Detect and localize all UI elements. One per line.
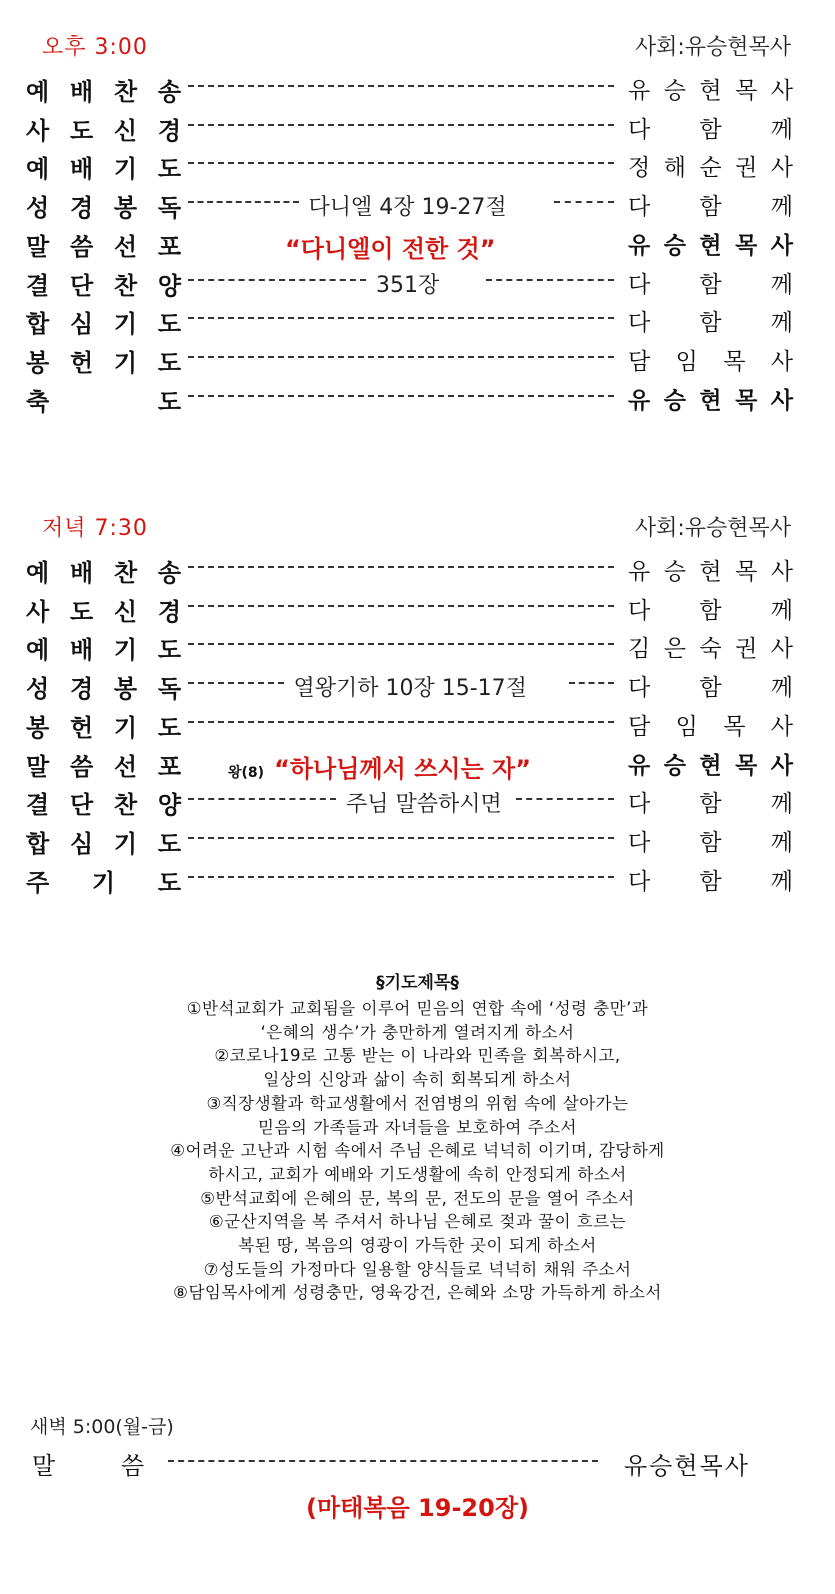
label-char: 예 — [26, 559, 50, 587]
leader-char: 사 — [770, 713, 793, 740]
order-row — [0, 669, 835, 707]
leader-char: 유 — [628, 559, 651, 585]
leader-char: 승 — [663, 78, 686, 104]
leader-char: 숙 — [699, 636, 722, 663]
leader-char: 승 — [663, 752, 686, 779]
dashed-leader-line — [188, 721, 614, 723]
leader-char: 다 — [628, 116, 651, 143]
leader-char: 목 — [735, 232, 758, 259]
order-row — [0, 266, 835, 304]
prayer-topic-line: ⑤반석교회에 은혜의 문, 복의 문, 전도의 문을 열어 주소서 — [200, 1188, 635, 1208]
dashed-leader-line — [188, 395, 614, 397]
leader-char: 함 — [699, 791, 722, 818]
prayer-topic-line: 복된 땅, 복음의 영광이 가득한 곳이 되게 하소서 — [238, 1236, 597, 1256]
label-char: 포 — [157, 232, 181, 261]
order-row — [0, 785, 835, 823]
label-char: 주 — [26, 868, 50, 897]
label-char: 심 — [69, 310, 94, 339]
order-item-leader — [628, 188, 793, 221]
label-char: 예 — [26, 155, 50, 184]
label-char: 결 — [26, 791, 50, 820]
label-char: 봉 — [26, 348, 50, 377]
dashed-leader-line — [188, 356, 614, 358]
leader-char: 께 — [770, 868, 793, 895]
leader-char: 사 — [770, 636, 793, 663]
label-char: 배 — [69, 636, 94, 665]
leader-char: 다 — [628, 310, 651, 337]
prayer-topics — [0, 968, 835, 1305]
sermon-title-text: “하나님께서 쓰시는 자” — [274, 754, 531, 783]
dashed-leader-line — [188, 798, 336, 800]
order-item-detail: 열왕기하 10장 15-17절 — [293, 676, 527, 702]
dashed-leader-line — [168, 1460, 598, 1462]
afternoon-time: 오후 3:00 — [42, 35, 148, 60]
leader-char: 함 — [699, 868, 722, 895]
leader-char: 사 — [770, 155, 793, 182]
label-char: 씀 — [69, 752, 94, 781]
label-char: 선 — [113, 232, 138, 261]
leader-char: 께 — [770, 271, 793, 298]
label-char: 양 — [157, 791, 181, 820]
prayer-topic-line: ④어려운 고난과 시험 속에서 주님 은혜로 넉넉히 이기며, 감당하게 — [170, 1141, 665, 1161]
leader-char: 목 — [735, 559, 758, 585]
label-char: 도 — [69, 597, 94, 626]
leader-char: 유 — [628, 78, 651, 104]
order-item-leader — [628, 111, 793, 144]
order-row — [0, 188, 835, 226]
label-char: 배 — [69, 78, 94, 106]
leader-char: 담 — [628, 348, 651, 375]
label-char: 말 — [26, 752, 50, 781]
label-char: 독 — [157, 675, 181, 704]
order-row — [0, 824, 835, 862]
leader-char: 목 — [723, 713, 746, 740]
leader-char: 은 — [663, 636, 686, 663]
label-char: 독 — [157, 194, 181, 223]
evening-header — [0, 511, 835, 545]
order-row — [0, 149, 835, 187]
order-item-leader — [628, 785, 793, 818]
leader-char: 정 — [628, 155, 651, 182]
leader-char: 현 — [699, 232, 722, 259]
order-item-label — [26, 188, 181, 223]
leader-char: 사 — [770, 232, 793, 259]
leader-char: 다 — [628, 194, 651, 221]
prayer-topics-title: §기도제목§ — [376, 973, 459, 993]
order-item-leader — [628, 669, 793, 702]
prayer-topic-line: ‘은혜의 생수’가 충만하게 열려지게 하소서 — [260, 1022, 575, 1042]
leader-char: 유 — [628, 387, 651, 414]
leader-char: 목 — [723, 348, 746, 375]
order-item-label — [26, 630, 181, 665]
leader-char: 승 — [663, 387, 686, 414]
order-row — [0, 382, 835, 420]
evening-time: 저녁 7:30 — [42, 516, 148, 541]
order-item-label — [26, 382, 181, 417]
leader-char: 다 — [628, 868, 651, 895]
label-char: 경 — [157, 116, 181, 145]
leader-char: 사 — [770, 752, 793, 779]
leader-char: 함 — [699, 116, 722, 143]
afternoon-leader: 사회:유승현목사 — [634, 35, 791, 60]
dawn-order-row — [0, 1446, 835, 1486]
order-item-label — [26, 343, 181, 378]
dawn-label — [32, 1446, 144, 1481]
order-item-label — [26, 111, 181, 146]
label-char: 예 — [26, 636, 50, 665]
leader-char: 임 — [675, 348, 698, 375]
order-item-label — [26, 824, 181, 859]
order-item-leader — [628, 747, 793, 780]
label-char: 축 — [26, 387, 50, 416]
sermon-title — [285, 229, 496, 264]
label-char: 기 — [113, 310, 138, 339]
leader-char: 께 — [770, 829, 793, 856]
label-char: 말 — [26, 232, 50, 261]
label-char: 찬 — [113, 271, 138, 300]
dashed-leader-line — [554, 201, 615, 203]
prayer-topic-line: ⑥군산지역을 복 주셔서 하나님 은혜로 젖과 꿀이 흐르는 — [208, 1212, 627, 1232]
label-char: 송 — [157, 559, 181, 587]
label-char: 경 — [157, 597, 181, 626]
prayer-topic-line: 일상의 신앙과 삶이 속히 회복되게 하소서 — [263, 1070, 572, 1090]
dawn-scripture-reference: (마태복음 19-20장) — [306, 1494, 529, 1522]
label-char: 양 — [157, 271, 181, 300]
leader-char: 께 — [770, 675, 793, 702]
leader-char: 사 — [770, 78, 793, 104]
label-char: 도 — [157, 713, 181, 742]
dawn-time: 새벽 5:00(월-금) — [30, 1416, 174, 1438]
prayer-topic-line: 믿음의 가족들과 자녀들을 보호하여 주소서 — [258, 1117, 577, 1137]
dashed-leader-line — [188, 566, 614, 568]
leader-char: 현 — [699, 387, 722, 414]
order-item-label — [26, 785, 181, 820]
prayer-topics-list — [0, 997, 835, 1305]
label-char: 기 — [113, 348, 138, 377]
order-item-leader — [628, 304, 793, 337]
dawn-label-char: 씀 — [120, 1452, 144, 1480]
leader-char: 승 — [663, 559, 686, 585]
dashed-leader-line — [188, 643, 614, 645]
label-char: 결 — [26, 271, 50, 300]
leader-char: 함 — [699, 597, 722, 624]
leader-char: 함 — [699, 675, 722, 702]
evening-leader: 사회:유승현목사 — [634, 516, 791, 541]
dashed-leader-line — [188, 85, 614, 87]
prayer-topic-line: ②코로나19로 고통 받는 이 나라와 민족을 회복하시고, — [214, 1046, 621, 1066]
leader-char: 함 — [699, 194, 722, 221]
leader-char: 사 — [770, 559, 793, 585]
order-item-leader — [628, 266, 793, 299]
label-char: 단 — [69, 271, 94, 300]
order-item-leader — [628, 863, 793, 896]
dashed-leader-line — [188, 279, 366, 281]
leader-char: 께 — [770, 791, 793, 818]
dashed-leader-line — [486, 279, 614, 281]
order-item-label — [26, 266, 181, 301]
leader-char: 함 — [699, 271, 722, 298]
label-char: 포 — [157, 752, 181, 781]
leader-char: 사 — [770, 387, 793, 414]
label-char: 도 — [157, 636, 181, 665]
label-char: 사 — [26, 597, 50, 626]
label-char: 배 — [69, 155, 94, 184]
label-char: 기 — [113, 713, 138, 742]
order-item-label — [26, 227, 181, 262]
order-item-leader — [628, 630, 793, 663]
sermon-title-text: “다니엘이 전한 것” — [285, 234, 496, 263]
leader-char: 목 — [735, 387, 758, 414]
label-char: 사 — [26, 116, 50, 145]
order-row — [0, 111, 835, 149]
order-item-leader — [628, 592, 793, 625]
label-char: 헌 — [69, 348, 94, 377]
leader-char: 다 — [628, 597, 651, 624]
order-row — [0, 553, 835, 591]
leader-char: 목 — [735, 752, 758, 779]
label-char: 도 — [69, 116, 94, 145]
leader-char: 권 — [735, 636, 758, 663]
order-item-label — [26, 304, 181, 339]
leader-char: 해 — [663, 155, 686, 182]
label-char: 봉 — [113, 675, 138, 704]
label-char: 찬 — [113, 559, 138, 587]
label-char: 도 — [157, 829, 181, 858]
leader-char: 다 — [628, 675, 651, 702]
prayer-topic-line: ①반석교회가 교회됨을 이루어 믿음의 연합 속에 ‘성령 충만’과 — [186, 999, 649, 1018]
sermon-series-number: 왕(8) — [228, 764, 265, 781]
order-item-label — [26, 553, 181, 588]
order-row — [0, 747, 835, 785]
leader-char: 담 — [628, 713, 651, 740]
dashed-leader-line — [516, 798, 614, 800]
dawn-preacher: 유승현목사 — [624, 1452, 750, 1480]
label-char: 찬 — [113, 78, 138, 106]
dashed-leader-line — [569, 682, 615, 684]
label-char: 기 — [113, 829, 138, 858]
leader-char: 현 — [699, 78, 722, 104]
leader-char: 유 — [628, 752, 651, 779]
leader-char: 함 — [699, 829, 722, 856]
prayer-topic-line: ⑦성도들의 가정마다 일용할 양식들로 넉넉히 채워 주소서 — [203, 1259, 632, 1279]
leader-char: 권 — [735, 155, 758, 182]
leader-char: 께 — [770, 597, 793, 624]
label-char: 예 — [26, 78, 50, 106]
label-char: 도 — [157, 387, 181, 416]
label-char: 합 — [26, 829, 50, 858]
order-row — [0, 592, 835, 630]
dawn-label-char: 말 — [32, 1452, 56, 1480]
leader-char: 유 — [628, 232, 651, 259]
sermon-title — [228, 749, 531, 784]
order-item-label — [26, 149, 181, 184]
label-char: 경 — [69, 675, 94, 704]
label-char: 배 — [69, 559, 94, 587]
leader-char: 현 — [699, 559, 722, 585]
dashed-leader-line — [188, 124, 614, 126]
order-item-leader — [628, 382, 793, 415]
order-item-leader — [628, 72, 793, 105]
order-item-leader — [628, 149, 793, 182]
label-char: 기 — [113, 155, 138, 184]
order-item-leader — [628, 553, 793, 586]
order-item-label — [26, 669, 181, 704]
label-char: 심 — [69, 829, 94, 858]
leader-char: 다 — [628, 271, 651, 298]
prayer-topic-line: ③직장생활과 학교생활에서 전염병의 위험 속에 살아가는 — [206, 1093, 629, 1113]
prayer-topic-line: ⑧담임목사에게 성령충만, 영육강건, 은혜와 소망 가득하게 하소서 — [173, 1283, 662, 1303]
label-char: 기 — [113, 636, 138, 665]
label-char: 봉 — [113, 194, 138, 223]
label-char: 기 — [91, 868, 116, 897]
label-char: 봉 — [26, 713, 50, 742]
leader-char: 현 — [699, 752, 722, 779]
leader-char: 사 — [770, 348, 793, 375]
label-char: 성 — [26, 194, 50, 223]
label-char: 단 — [69, 791, 94, 820]
dashed-leader-line — [188, 605, 614, 607]
label-char: 송 — [157, 78, 181, 106]
dashed-leader-line — [188, 201, 299, 203]
order-item-detail: 다니엘 4장 19-27절 — [308, 195, 507, 221]
leader-char: 임 — [675, 713, 698, 740]
order-item-leader — [628, 227, 793, 260]
dashed-leader-line — [188, 162, 614, 164]
leader-char: 다 — [628, 829, 651, 856]
order-row — [0, 708, 835, 746]
leader-char: 께 — [770, 310, 793, 337]
leader-char: 승 — [663, 232, 686, 259]
label-char: 선 — [113, 752, 138, 781]
leader-char: 함 — [699, 310, 722, 337]
order-item-label — [26, 747, 181, 782]
dashed-leader-line — [188, 317, 614, 319]
label-char: 신 — [113, 116, 138, 145]
leader-char: 께 — [770, 116, 793, 143]
label-char: 성 — [26, 675, 50, 704]
leader-char: 김 — [628, 636, 651, 663]
order-item-label — [26, 592, 181, 627]
label-char: 도 — [157, 348, 181, 377]
order-item-detail: 351장 — [376, 272, 440, 298]
label-char: 경 — [69, 194, 94, 223]
order-row — [0, 630, 835, 668]
label-char: 도 — [157, 155, 181, 184]
label-char: 찬 — [113, 791, 138, 820]
leader-char: 순 — [699, 155, 722, 182]
label-char: 도 — [157, 310, 181, 339]
order-row — [0, 343, 835, 381]
order-item-label — [26, 708, 181, 743]
afternoon-header — [0, 30, 835, 64]
order-item-detail: 주님 말씀하시면 — [346, 792, 502, 818]
order-row — [0, 304, 835, 342]
dashed-leader-line — [188, 682, 284, 684]
label-char: 씀 — [69, 232, 94, 261]
prayer-topic-line: 하시고, 교회가 예배와 기도생활에 속히 안정되게 하소서 — [208, 1164, 627, 1184]
dashed-leader-line — [188, 876, 614, 878]
order-row — [0, 863, 835, 901]
label-char: 합 — [26, 310, 50, 339]
order-item-leader — [628, 708, 793, 741]
order-row — [0, 227, 835, 265]
order-item-label — [26, 863, 181, 898]
dashed-leader-line — [188, 837, 614, 839]
leader-char: 목 — [735, 78, 758, 104]
leader-char: 다 — [628, 791, 651, 818]
order-item-label — [26, 72, 181, 107]
label-char: 도 — [157, 868, 181, 897]
order-item-leader — [628, 343, 793, 376]
label-char: 헌 — [69, 713, 94, 742]
order-item-leader — [628, 824, 793, 857]
order-row — [0, 72, 835, 110]
label-char: 신 — [113, 597, 138, 626]
leader-char: 께 — [770, 194, 793, 221]
